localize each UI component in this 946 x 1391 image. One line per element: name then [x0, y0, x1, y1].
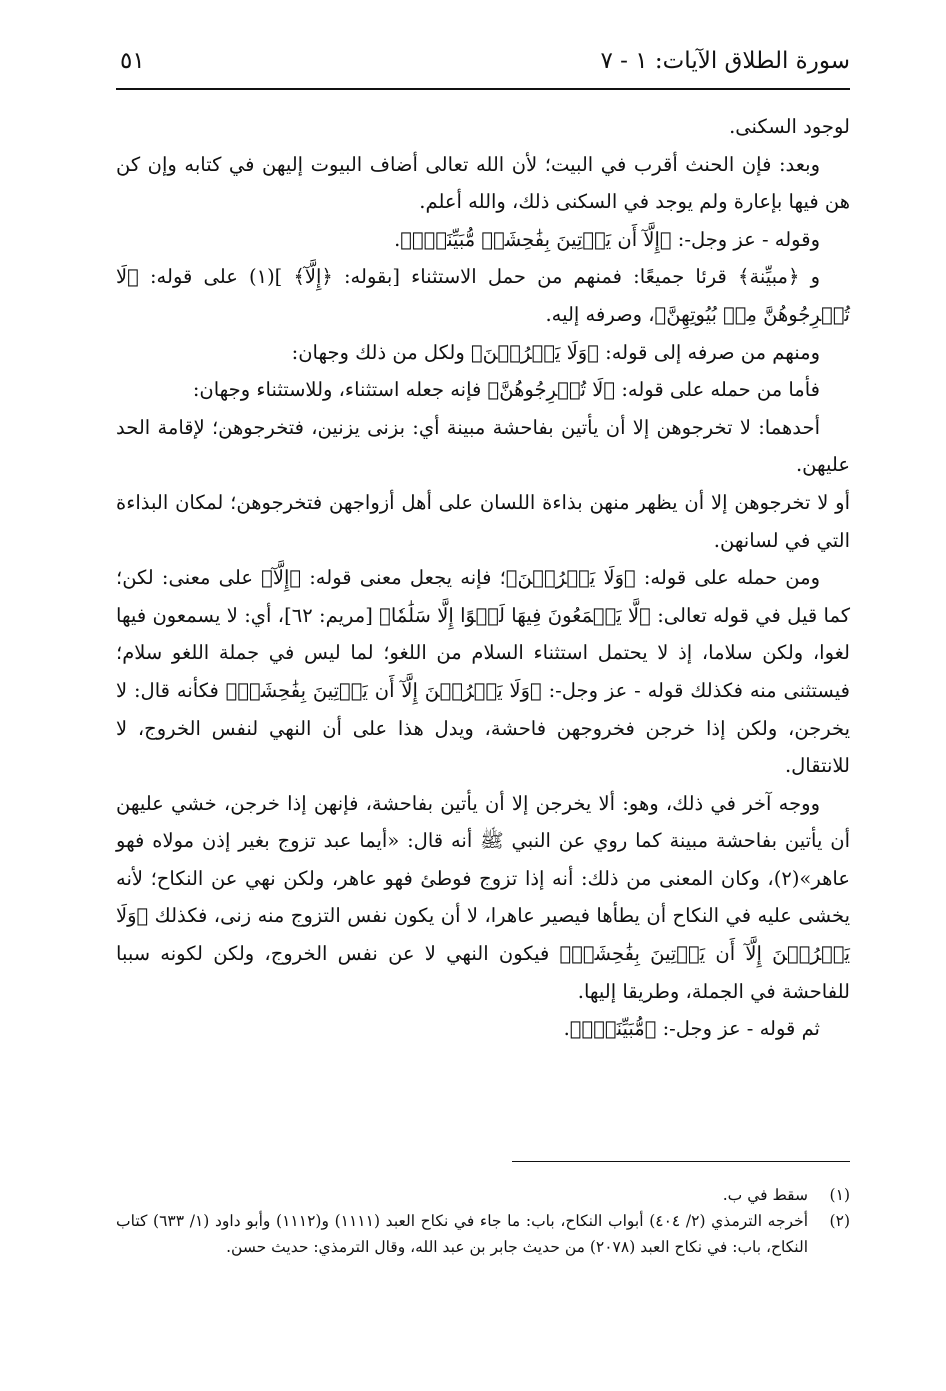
footnote-separator: [512, 1161, 850, 1162]
paragraph: و ﴿مبيِّنة﴾ قرئا جميعًا: فمنهم من حمل الاستثناء [بقوله: ﴿إِلَّآ﴾ ](١) على قوله: ﴿لَا تُخۡرِجُوهُنَّ مِنۢ بُيُوتِهِنَّ﴾، وصرفه إليه.: [116, 265, 850, 326]
footnote: [116, 1182, 850, 1208]
paragraph: وقوله - عز وجل-: ﴿إِلَّآ أَن يَأۡتِينَ بِفَٰحِشَةٖ مُّبَيِّنَةٖۚ﴾.: [394, 227, 820, 251]
paragraph: أحدهما: لا تخرجوهن إلا أن يأتين بفاحشة مبينة أي: بزنى يزنين، فتخرجوهن؛ لإقامة الحد عليهن.: [116, 415, 850, 477]
paragraph: ومنهم من صرفه إلى قوله: ﴿وَلَا يَخۡرُجۡنَ﴾ ولكل من ذلك وجهان:: [291, 340, 820, 364]
paragraph: وبعد: فإن الحنث أقرب في البيت؛ لأن الله تعالى أضاف البيوت إليهن في كتابه وإن كن هن فيها بإعارة ولم يوجد في السكنى ذلك، والله أعلم.: [116, 152, 850, 214]
paragraph: ووجه آخر في ذلك، وهو: ألا يخرجن إلا أن يأتين بفاحشة، فإنهن إذا خرجن، خشي عليهن أن يأتين بفاحشة مبينة كما روي عن النبي ﷺ أنه قال: «أيما عبد تزوج بغير إذن مولاه فهو عاهر»(٢)، وكان المعنى من ذلك: أنه إذا تزوج فوطئ فهو عاهر، ولكن نهي عن النكاح؛ لأنه يخشى عليه في النكاح أن يطأها فيصير عاهرا، لا أن يكون نفس التزوج منه زنى، فكذلك ﴿وَلَا يَخۡرُجۡنَ إِلَّآ أَن يَأۡتِينَ بِفَٰحِشَةٖ﴾ فيكون النهي لا عن نفس الخروج، ولكن لكونه سببا للفاحشة في الجملة، وطريقا إليها.: [116, 791, 850, 1003]
paragraph: ثم قوله - عز وجل-: ﴿مُّبَيِّنَةٖۚ﴾.: [563, 1017, 820, 1041]
page-number: ٥١: [120, 48, 145, 74]
footnote: [116, 1208, 850, 1260]
paragraph: فأما من حمله على قوله: ﴿لَا تُخۡرِجُوهُنَّ﴾ فإنه جعله استثناء، وللاستثناء وجهان:: [192, 378, 820, 402]
running-header: [116, 48, 850, 90]
paragraph: أو لا تخرجوهن إلا أن يظهر منهن بذاءة اللسان على أهل أزواجهن فتخرجوهن؛ لمكان البذاءة التي في لسانهن.: [116, 490, 850, 552]
paragraph: لوجود السكنى.: [729, 115, 850, 138]
footnotes: [116, 1182, 850, 1260]
chapter-title: سورة الطلاق الآيات: ١ - ٧: [600, 48, 850, 74]
footnote-text: سقط في ب.: [722, 1186, 808, 1204]
footnote-text: أخرجه الترمذي (٢/ ٤٠٤) أبواب النكاح، باب: ما جاء في نكاح العبد (١١١١) و(١١١٢) وأبو داود (١/ ٦٣٣) كتاب النكاح، باب: في نكاح العبد (٢٠٧٨) من حديث جابر بن عبد الله، وقال الترمذي: حديث حسن.: [116, 1212, 808, 1256]
footnote-number: (١): [829, 1186, 850, 1204]
main-text: [116, 108, 850, 1048]
paragraph: ومن حمله على قوله: ﴿وَلَا يَخۡرُجۡنَ﴾؛ فإنه يجعل معنى قوله: ﴿إِلَّآ﴾ على معنى: لكن؛ كما قيل في قوله تعالى: ﴿لَّا يَسۡمَعُونَ فِيهَا لَغۡوًا إِلَّا سَلَٰمٗا﴾ [مريم: ٦٢]، أي: لا يسمعون فيها لغوا، ولكن سلاما، إذ لا يحتمل استثناء السلام من اللغو؛ لما ليس في جملة اللغو سلام؛ فيستثنى منه فكذلك قوله - عز وجل-: ﴿وَلَا يَخۡرُجۡنَ إِلَّآ أَن يَأۡتِينَ بِفَٰحِشَةٖ﴾ فكأنه قال: لا يخرجن، ولكن إذا خرجن فخروجهن فاحشة، ويدل هذا على أن النهي لنفس الخروج، لا للانتقال.: [116, 566, 850, 778]
footnote-number: (٢): [829, 1212, 850, 1230]
